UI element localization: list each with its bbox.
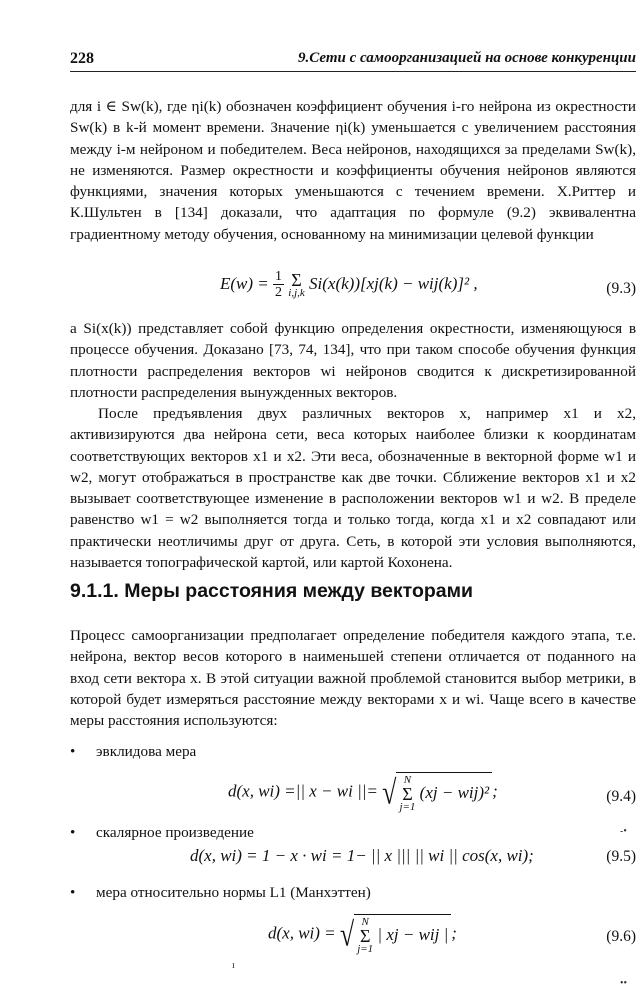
eq94-number: (9.4) bbox=[606, 788, 636, 805]
eq93-lhs: E(w) = bbox=[220, 273, 269, 293]
section-heading: 9.1.1. Меры расстояния между векторами bbox=[70, 580, 474, 602]
eq93-fraction bbox=[273, 270, 284, 300]
eq94-lhs: d(x, wi) =|| x − wi ||= bbox=[228, 781, 378, 801]
eq93-frac-num: 1 bbox=[275, 269, 283, 284]
eq96-sqrt bbox=[354, 914, 451, 955]
eq95-body: d(x, wi) = 1 − x · wi = 1− || x ||| || wi || cos(x, wi); bbox=[190, 846, 534, 865]
eq96-sum: N Σ j=1 bbox=[357, 916, 374, 955]
bullet-label: скалярное произведение bbox=[96, 824, 254, 841]
eq94-sqrt bbox=[396, 772, 492, 813]
bullet-label: мера относительно нормы L1 (Манхэттен) bbox=[96, 884, 371, 901]
bullet-dot-icon: • bbox=[70, 824, 76, 841]
equation-9-4: d(x, wi) =|| x − wi ||= √ N Σ j=1 (xj − wij)² ; (9.4) bbox=[228, 773, 636, 813]
eq95-number: (9.5) bbox=[606, 848, 636, 865]
eq94-tail: ; bbox=[492, 781, 498, 801]
eq96-sum-sub: j=1 bbox=[357, 943, 374, 955]
paragraph-1: для i ∈ Sw(k), где ηi(k) обозначен коэффициент обучения i-го нейрона из окрестности Sw(k) в k-й момент времени. Значение ηi(k) уменьшается с увеличением расстояния между i-м нейроном и победителем. Веса нейронов, находящихся за пределами Sw(k), не изменяются. Размер окрестности и коэффициенты обучения нейронов являются функциями, значения которых уменьшаются с течением времени. Х.Риттер и К.Шультен в [134] доказали, что адаптация по формуле (9.2) эквивалентна градиентному методу обучения, основанному на минимизации целевой функции bbox=[70, 98, 636, 243]
bullet-dot-icon: • bbox=[70, 884, 76, 901]
eq93-rhs: Si(x(k))[xj(k) − wij(k)]² , bbox=[309, 273, 478, 293]
eq94-sum: N Σ j=1 bbox=[399, 774, 416, 813]
eq93-number: (9.3) bbox=[606, 280, 636, 297]
paragraph-4: Процесс самоорганизации предполагает определение победителя каждого этапа, т.е. нейрона, вектор весов которого в наименьшей степени отличается от поданного на вход сети вектора x. В этой ситуации важной проблемой становится выбор метрики, в которой будет измеряться расстояние между векторами x и wi. Чаще всего в качестве меры расстояния используются: bbox=[70, 627, 636, 730]
bullet-label: эвклидова мера bbox=[96, 743, 197, 760]
eq96-number: (9.6) bbox=[606, 928, 636, 945]
paragraph-2: а Si(x(k)) представляет собой функцию определения окрестности, изменяющуюся в процессе обучения. Доказано [73, 74, 134], что при таком способе обучения функция плотности распределения векторов wi нейронов сводится к дискретизированной плотности распределения вынужденных векторов. bbox=[70, 320, 636, 401]
eq96-tail: ; bbox=[451, 923, 457, 943]
print-artifact: ı bbox=[232, 960, 235, 971]
header-rule bbox=[70, 71, 636, 72]
eq94-sum-sub: j=1 bbox=[399, 801, 416, 813]
eq96-lhs: d(x, wi) = bbox=[268, 923, 336, 943]
equation-9-3 bbox=[70, 270, 636, 310]
running-header bbox=[70, 50, 636, 70]
page-number: 228 bbox=[70, 50, 94, 67]
bullet-dot-icon: • bbox=[70, 743, 76, 760]
eq96-sum-top: N bbox=[361, 916, 369, 928]
equation-9-5 bbox=[70, 846, 636, 872]
print-artifact: -• bbox=[620, 826, 627, 837]
eq94-sum-top: N bbox=[403, 774, 412, 786]
running-title: 9.Сети с самоорганизацией на основе конкуренции bbox=[298, 50, 636, 66]
eq94-rhs: (xj − wij)² bbox=[419, 782, 490, 802]
equation-9-6: d(x, wi) = √ N Σ j=1 | xj − wij | ; (9.6) bbox=[268, 915, 636, 955]
paragraph-3: После предъявления двух различных векторов x, например x1 и x2, активизируются два нейрона сети, веса которых наиболее близки к координатам соответствующих векторов x1 и x2. Эти веса, обозначенные в векторной форме w1 и w2, могут отображаться в пространстве как две точки. Сближение векторов x1 и x2 вызывает соответствующее изменение в расположении векторов w1 и w2. В пределе равенство w1 = w2 выполняется тогда и только тогда, когда x1 и x2 совпадают или практически неотличимы друг от друга. Сеть, в которой эти условия выполняются, называется топографической картой, или картой Кохонена. bbox=[70, 405, 636, 572]
print-artifact: •• bbox=[620, 978, 628, 989]
eq93-sum: Σ i,j,k bbox=[288, 269, 305, 299]
eq93-frac-den: 2 bbox=[275, 285, 283, 300]
eq96-rhs: | xj − wij | bbox=[377, 924, 449, 944]
eq93-sum-sub: i,j,k bbox=[288, 286, 305, 299]
